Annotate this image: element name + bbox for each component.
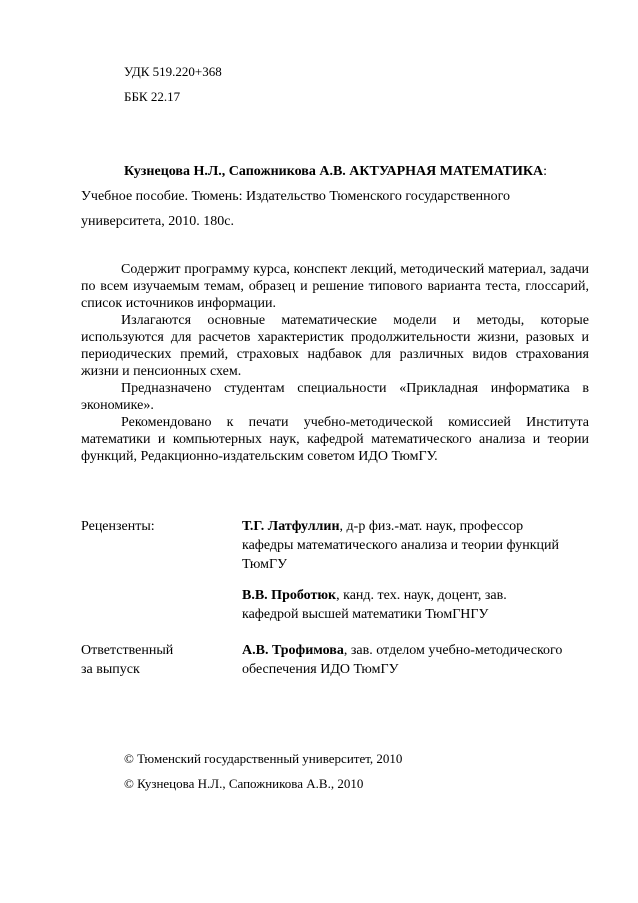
citation-colon: : [543, 164, 547, 179]
reviewer-1-name: Т.Г. Латфуллин [242, 519, 340, 534]
citation-authors: Кузнецова Н.Л., Сапожникова А.В. АКТУАРНАЯ МАТЕМАТИКА [124, 164, 544, 179]
bbk-code: ББК 22.17 [124, 89, 181, 104]
abstract-paragraph: Излагаются основные математические модели и методы, которые используются для расчетов характеристик продолжительности жизни, разовых и периодических премий, страховых надбавок для различных видов страхования жизни и пенсионных схем. [81, 313, 589, 379]
reviewer-2-name: В.В. Проботюк [242, 588, 337, 603]
reviewer-2-line-2: кафедрой высшей математики ТюмГНГУ [242, 607, 489, 622]
udk-code: УДК 519.220+368 [124, 64, 222, 79]
citation-line-3: университета, 2010. 180с. [81, 214, 234, 229]
responsible-label-line-2: за выпуск [81, 662, 140, 677]
reviewer-1-line-2: кафедры математического анализа и теории функций [242, 538, 559, 553]
reviewer-1-line-3: ТюмГУ [242, 557, 287, 572]
copyright-authors: © Кузнецова Н.Л., Сапожникова А.В., 2010 [124, 776, 364, 791]
abstract [81, 261, 589, 465]
responsible-editor-line-2: обеспечения ИДО ТюмГУ [242, 662, 399, 677]
responsible-editor-name: А.В. Трофимова [242, 643, 344, 658]
responsible-label [81, 641, 173, 679]
reviewer-2 [242, 586, 602, 624]
abstract-paragraph: Рекомендовано к печати учебно-методической комиссией Института математики и компьютерных наук, кафедрой математического анализа и теории функций, Редакционно-издательским советом ИДО ТюмГУ. [81, 415, 589, 464]
copyright-university: © Тюменский государственный университет, 2010 [124, 751, 403, 766]
reviewer-1 [242, 517, 602, 574]
responsible-editor-title: , зав. отделом учебно-методического [343, 643, 563, 658]
citation-line-2: Учебное пособие. Тюмень: Издательство Тюменского государственного [81, 189, 511, 204]
responsible-editor [242, 641, 602, 679]
abstract-paragraph: Предназначено студентам специальности «Прикладная информатика в экономике». [81, 381, 589, 413]
reviewer-2-title: , канд. тех. наук, доцент, зав. [336, 588, 507, 603]
reviewers-label: Рецензенты: [81, 519, 155, 534]
reviewer-1-title: , д-р физ.-мат. наук, профессор [339, 519, 524, 534]
abstract-paragraph: Содержит программу курса, конспект лекций, методический материал, задачи по всем изучаемым темам, образец и решение типового варианта теста, глоссарий, список источников информации. [81, 262, 589, 311]
citation-authors-title [124, 164, 547, 180]
responsible-label-line-1: Ответственный [81, 643, 174, 658]
